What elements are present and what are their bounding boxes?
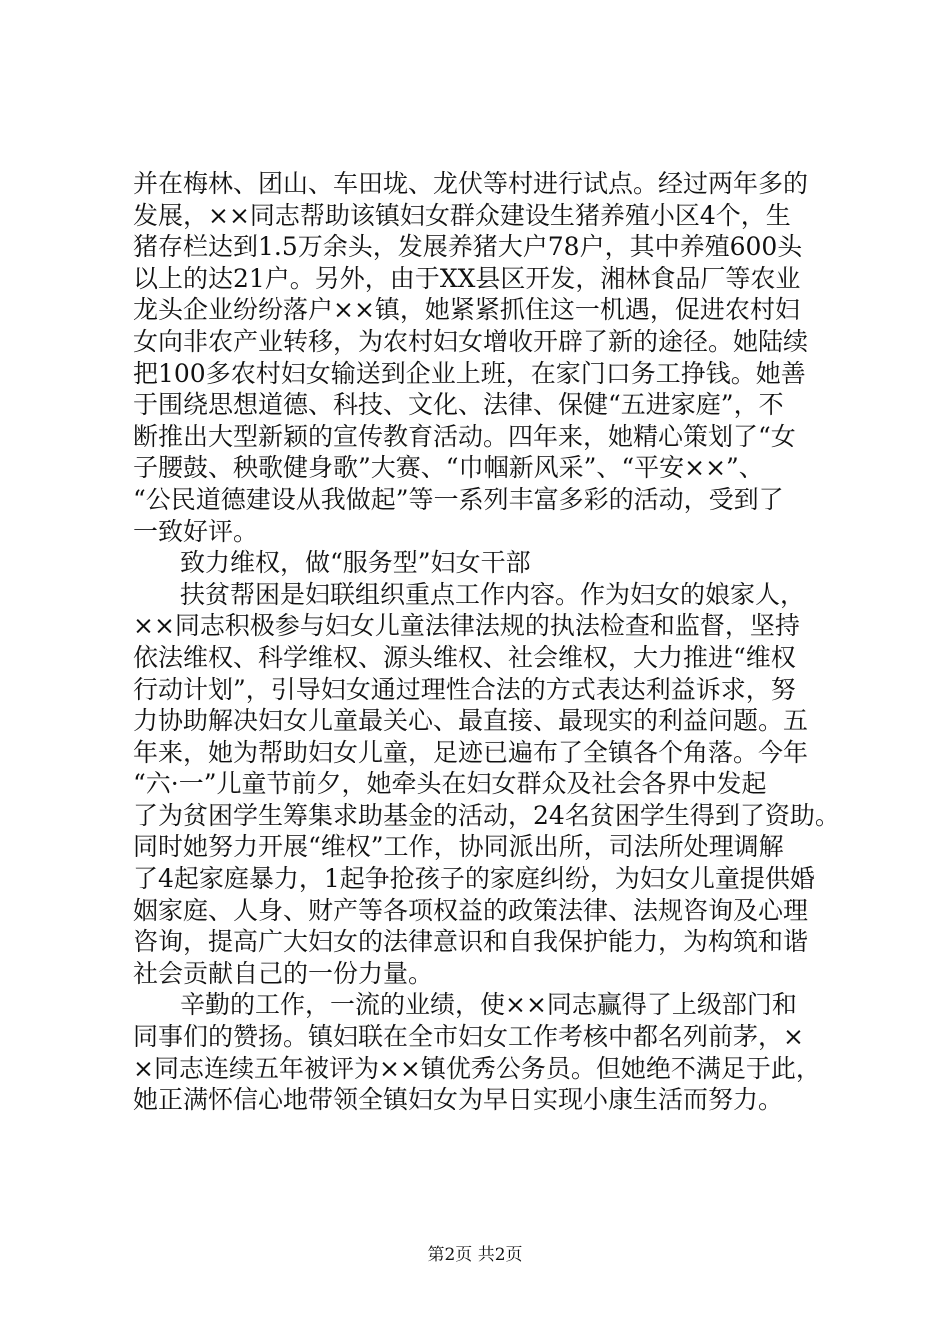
- text-line: ××同志积极参与妇女儿童法律法规的执法检查和监督，坚持: [133, 611, 800, 641]
- text-line: 龙头企业纷纷落户××镇，她紧紧抓住这一机遇，促进农村妇: [133, 295, 800, 325]
- text-line: 姻家庭、人身、财产等各项权益的政策法律、法规咨询及心理: [133, 895, 809, 925]
- text-line: 辛勤的工作，一流的业绩，使××同志赢得了上级部门和: [180, 990, 797, 1020]
- text-line: 女向非农产业转移，为农村妇女增收开辟了新的途径。她陆续: [133, 326, 809, 356]
- text-line: 猪存栏达到1.5万余头，发展养猪大户78户，其中养殖600头: [133, 232, 803, 262]
- text-line: “公民道德建设从我做起”等一系列丰富多彩的活动，受到了: [133, 484, 784, 514]
- text-line: “六·一”儿童节前夕，她牵头在妇女群众及社会各界中发起: [133, 769, 767, 799]
- text-line: 力协助解决妇女儿童最关心、最直接、最现实的利益问题。五: [133, 706, 809, 736]
- text-line: 断推出大型新颖的宣传教育活动。四年来，她精心策划了“女: [133, 421, 796, 451]
- text-line: 依法维权、科学维权、源头维权、社会维权，大力推进“维权: [133, 642, 796, 672]
- text-line: 行动计划”，引导妇女通过理性合法的方式表达利益诉求，努: [133, 674, 796, 704]
- text-line: 一致好评。: [133, 516, 259, 546]
- text-line: 于围绕思想道德、科技、文化、法律、保健“五进家庭”，不: [133, 390, 784, 420]
- text-line: ×同志连续五年被评为××镇优秀公务员。但她绝不满足于此，: [133, 1053, 821, 1083]
- text-line: 同时她努力开展“维权”工作，协同派出所，司法所处理调解: [133, 832, 784, 862]
- text-line: 把100多农村妇女输送到企业上班，在家门口务工挣钱。她善: [133, 358, 806, 388]
- text-line: 同事们的赞扬。镇妇联在全市妇女工作考核中都名列前茅，×: [133, 1022, 804, 1052]
- section-heading: 致力维权，做“服务型”妇女干部: [180, 548, 531, 578]
- page-number-label: 第2页 共2页: [427, 1245, 523, 1265]
- text-line: 了4起家庭暴力，1起争抢孩子的家庭纠纷，为妇女儿童提供婚: [133, 864, 815, 894]
- text-line: 她正满怀信心地带领全镇妇女为早日实现小康生活而努力。: [133, 1085, 784, 1115]
- text-line: 了为贫困学生筹集求助基金的活动，24名贫困学生得到了资助。: [133, 800, 840, 830]
- text-line: 子腰鼓、秧歌健身歌”大赛、“巾帼新风采”、“平安××”、: [133, 453, 764, 483]
- text-line: 以上的达21户。另外，由于XX县区开发，湘林食品厂等农业: [133, 263, 801, 293]
- text-line: 年来，她为帮助妇女儿童，足迹已遍布了全镇各个角落。今年: [133, 737, 809, 767]
- document-body: [133, 168, 853, 1116]
- page-footer: [0, 1244, 950, 1266]
- text-line: 扶贫帮困是妇联组织重点工作内容。作为妇女的娘家人，: [180, 579, 806, 609]
- text-line: 社会贡献自己的一份力量。: [133, 958, 434, 988]
- text-line: 并在梅林、团山、车田垅、龙伏等村进行试点。经过两年多的: [133, 169, 809, 198]
- text-line: 发展，××同志帮助该镇妇女群众建设生猪养殖小区4个，生: [133, 200, 791, 230]
- text-line: 咨询，提高广大妇女的法律意识和自我保护能力，为构筑和谐: [133, 927, 809, 957]
